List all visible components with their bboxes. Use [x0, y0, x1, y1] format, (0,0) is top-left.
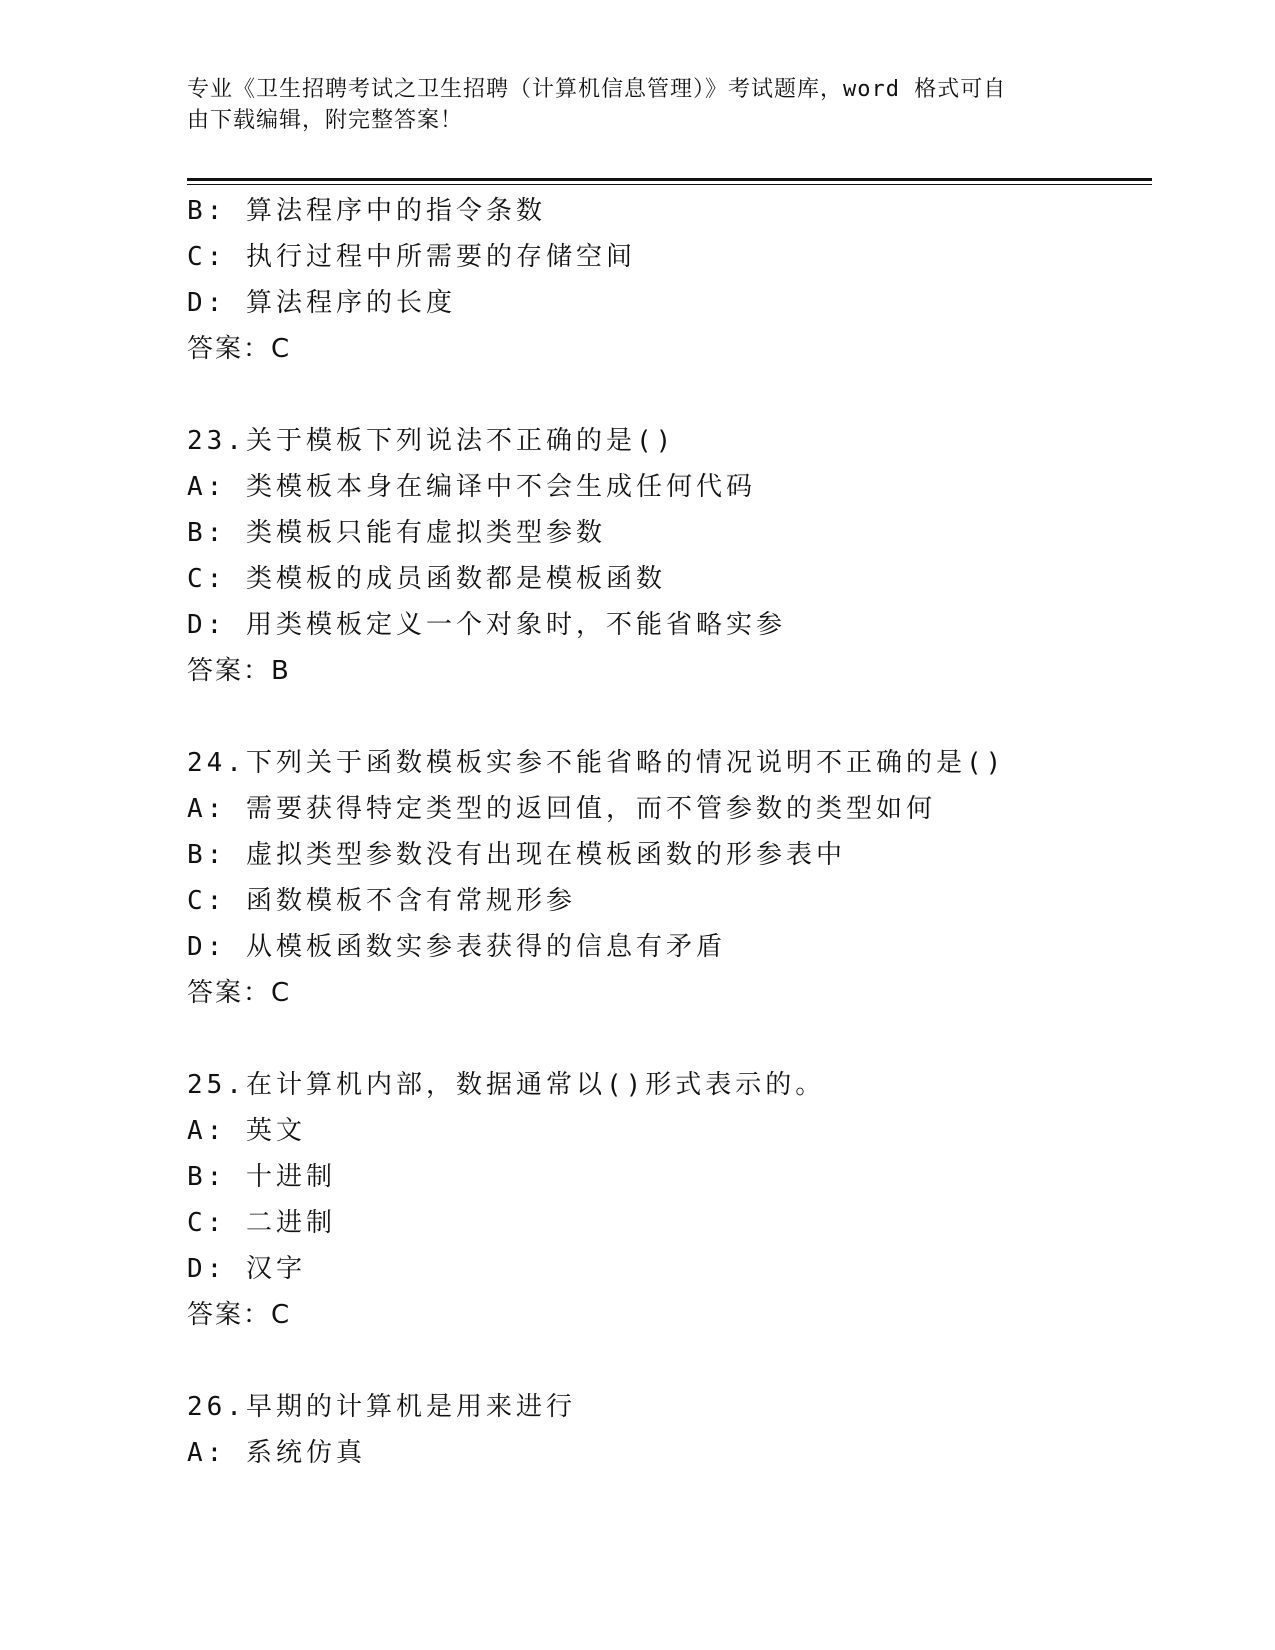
- spacer: [187, 694, 1152, 740]
- question-stem: 25.在计算机内部，数据通常以()形式表示的。: [187, 1070, 826, 1100]
- question-block-continued: [187, 188, 1152, 372]
- header-line-2: 由下载编辑，附完整答案！: [187, 108, 464, 133]
- option-c: C: 执行过程中所需要的存储空间: [187, 242, 636, 272]
- header-line-1: 专业《卫生招聘考试之卫生招聘（计算机信息管理）》考试题库，word 格式可自: [187, 77, 1007, 102]
- answer-line: 答案：C: [187, 978, 292, 1008]
- question-block-26: [187, 1384, 1152, 1476]
- option-a: A: 英文: [187, 1116, 306, 1146]
- document-header: [187, 74, 1067, 136]
- header-divider-thin: [187, 184, 1152, 185]
- option-d: D: 汉字: [187, 1254, 306, 1284]
- question-block-23: [187, 418, 1152, 694]
- option-c: C: 二进制: [187, 1208, 336, 1238]
- option-c: C: 类模板的成员函数都是模板函数: [187, 564, 666, 594]
- answer-line: 答案：B: [187, 656, 291, 686]
- option-d: D: 从模板函数实参表获得的信息有矛盾: [187, 932, 726, 962]
- option-b: B: 虚拟类型参数没有出现在模板函数的形参表中: [187, 840, 846, 870]
- answer-line: 答案：C: [187, 1300, 292, 1330]
- header-divider-thick: [187, 178, 1152, 181]
- answer-line: 答案：C: [187, 334, 292, 364]
- question-stem: 24.下列关于函数模板实参不能省略的情况说明不正确的是(): [187, 748, 1006, 778]
- question-block-24: [187, 740, 1152, 1016]
- question-stem: 26.早期的计算机是用来进行: [187, 1392, 576, 1422]
- option-d: D: 算法程序的长度: [187, 288, 456, 318]
- option-b: B: 十进制: [187, 1162, 336, 1192]
- option-a: A: 需要获得特定类型的返回值，而不管参数的类型如何: [187, 794, 936, 824]
- option-a: A: 系统仿真: [187, 1438, 366, 1468]
- option-a: A: 类模板本身在编译中不会生成任何代码: [187, 472, 756, 502]
- option-c: C: 函数模板不含有常规形参: [187, 886, 576, 916]
- option-b: B: 类模板只能有虚拟类型参数: [187, 518, 606, 548]
- option-d: D: 用类模板定义一个对象时，不能省略实参: [187, 610, 786, 640]
- spacer: [187, 1016, 1152, 1062]
- spacer: [187, 372, 1152, 418]
- question-list: [187, 188, 1152, 1476]
- spacer: [187, 1338, 1152, 1384]
- question-block-25: [187, 1062, 1152, 1338]
- question-stem: 23.关于模板下列说法不正确的是(): [187, 426, 676, 456]
- option-b: B: 算法程序中的指令条数: [187, 196, 546, 226]
